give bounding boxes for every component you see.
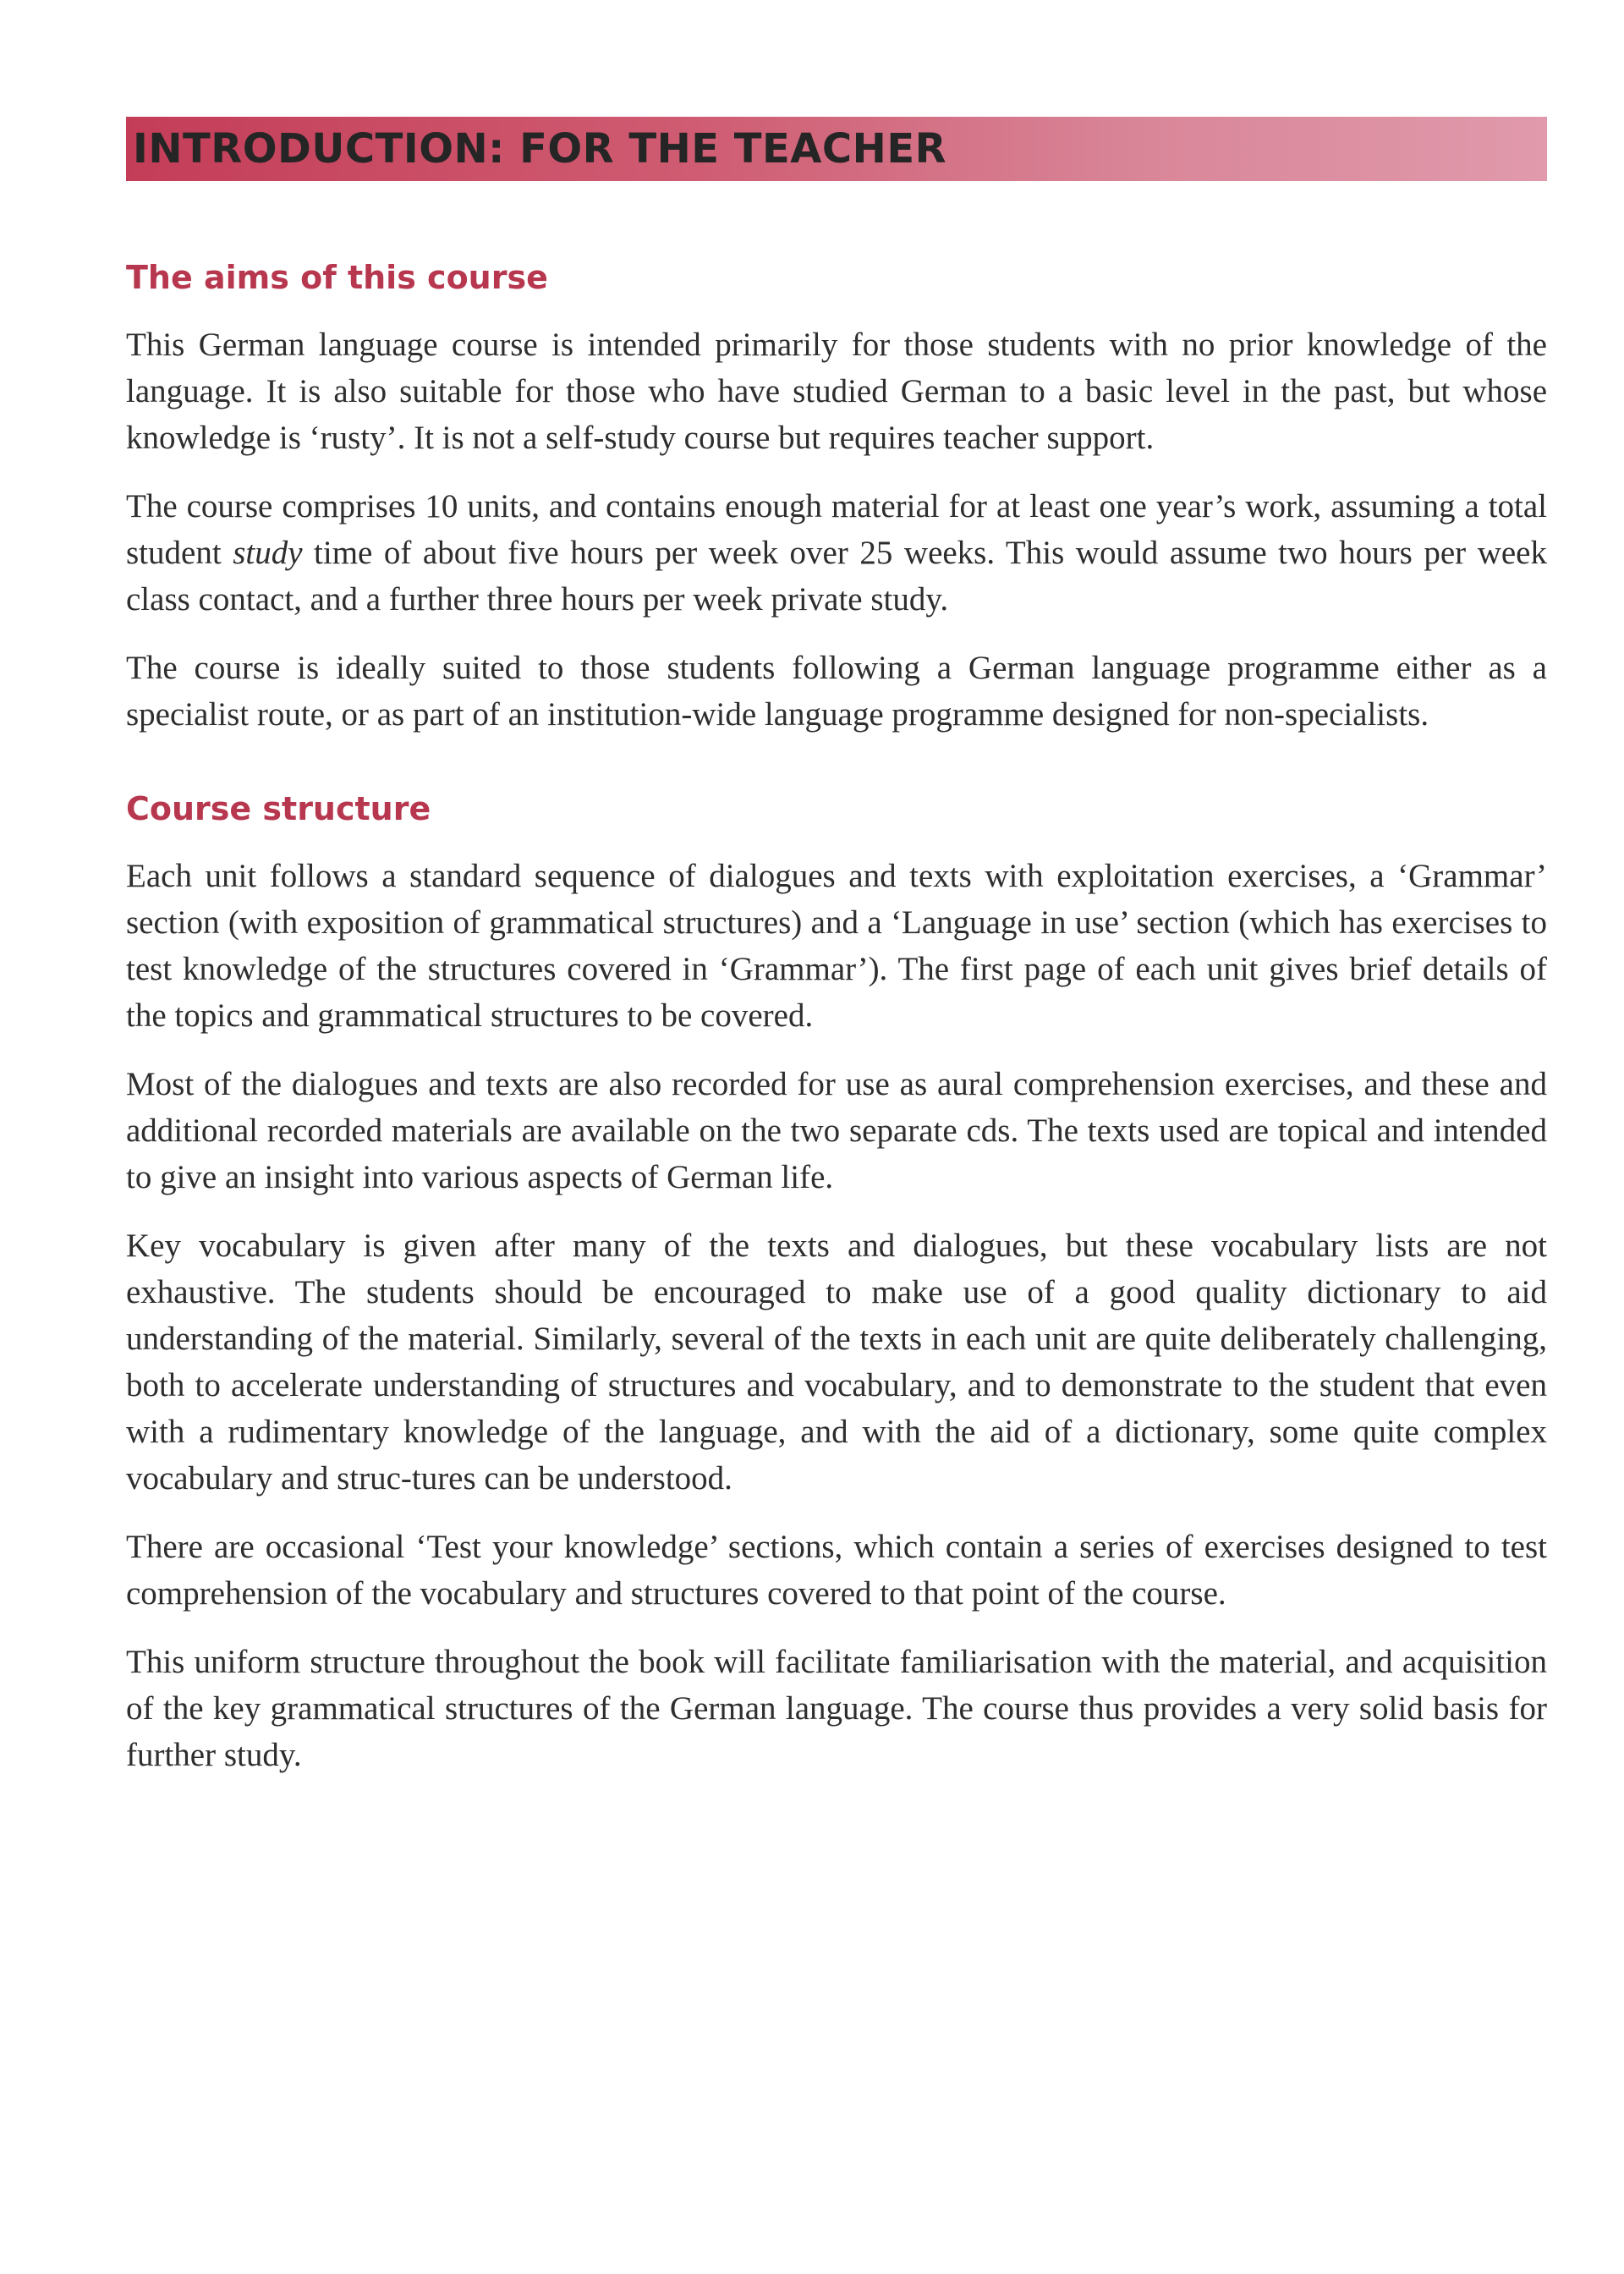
paragraph: Most of the dialogues and texts are also recorded for use as aural comprehension exercises, and these and additional recorded materials are available on the two separate cds. The texts used are topical and intended to give an insight into various aspects of German life.	[126, 1066, 1547, 1195]
section-heading-aims: The aims of this course	[126, 259, 548, 296]
section-course-structure	[126, 790, 1547, 1778]
document-page	[126, 117, 1547, 1800]
paragraph: Each unit follows a standard sequence of dialogues and texts with exploitation exercises, a ‘Grammar’ section (with exposition of grammatical structures) and a ‘Language in use’ section (which has exercises to test knowledge of the structures covered in ‘Grammar’). The first page of each unit gives brief details of the topics and grammatical structures to be covered.	[126, 858, 1547, 1034]
paragraph-text: time of about five hours per week over 25 weeks. This would assume two hours per week class contact, and a further three hours per week private study.	[126, 535, 1547, 618]
paragraph: This uniform structure throughout the book will facilitate familiarisation with the material, and acquisition of the key grammatical structures of the German language. The course thus provides a very solid basis for further study.	[126, 1644, 1547, 1773]
paragraph: This German language course is intended primarily for those students with no prior knowledge of the language. It is also suitable for those who have studied German to a basic level in the past, but whose knowledge is ‘rusty’. It is not a self-study course but requires teacher support.	[126, 327, 1547, 456]
page-title: INTRODUCTION: FOR THE TEACHER	[133, 125, 947, 173]
section-aims	[126, 259, 1547, 738]
section-heading-course-structure: Course structure	[126, 790, 431, 827]
paragraph: Key vocabulary is given after many of the texts and dialogues, but these vocabulary lists are not exhaustive. The students should be encouraged to make use of a good quality dictionary to aid understanding of the material. Similarly, several of the texts in each unit are quite deliberately challenging, both to accelerate understanding of structures and vocabulary, and to demonstrate to the student that even with a rudimentary knowledge of the language, and with the aid of a dictionary, some quite complex vocabulary and struc-tures can be understood.	[126, 1228, 1547, 1497]
paragraph: There are occasional ‘Test your knowledge’ sections, which contain a series of exercises designed to test comprehension of the vocabulary and structures covered to that point of the course.	[126, 1529, 1547, 1612]
emphasis-text: study	[233, 535, 303, 571]
paragraph-text: The course comprises 10 units, and contains enough material for at least one year’s work, assuming a total student	[126, 488, 1547, 571]
title-banner	[126, 117, 1547, 181]
paragraph: The course is ideally suited to those students following a German language programme either as a specialist route, or as part of an institution-wide language programme designed for non-specialists.	[126, 650, 1547, 733]
paragraph	[126, 483, 1547, 623]
